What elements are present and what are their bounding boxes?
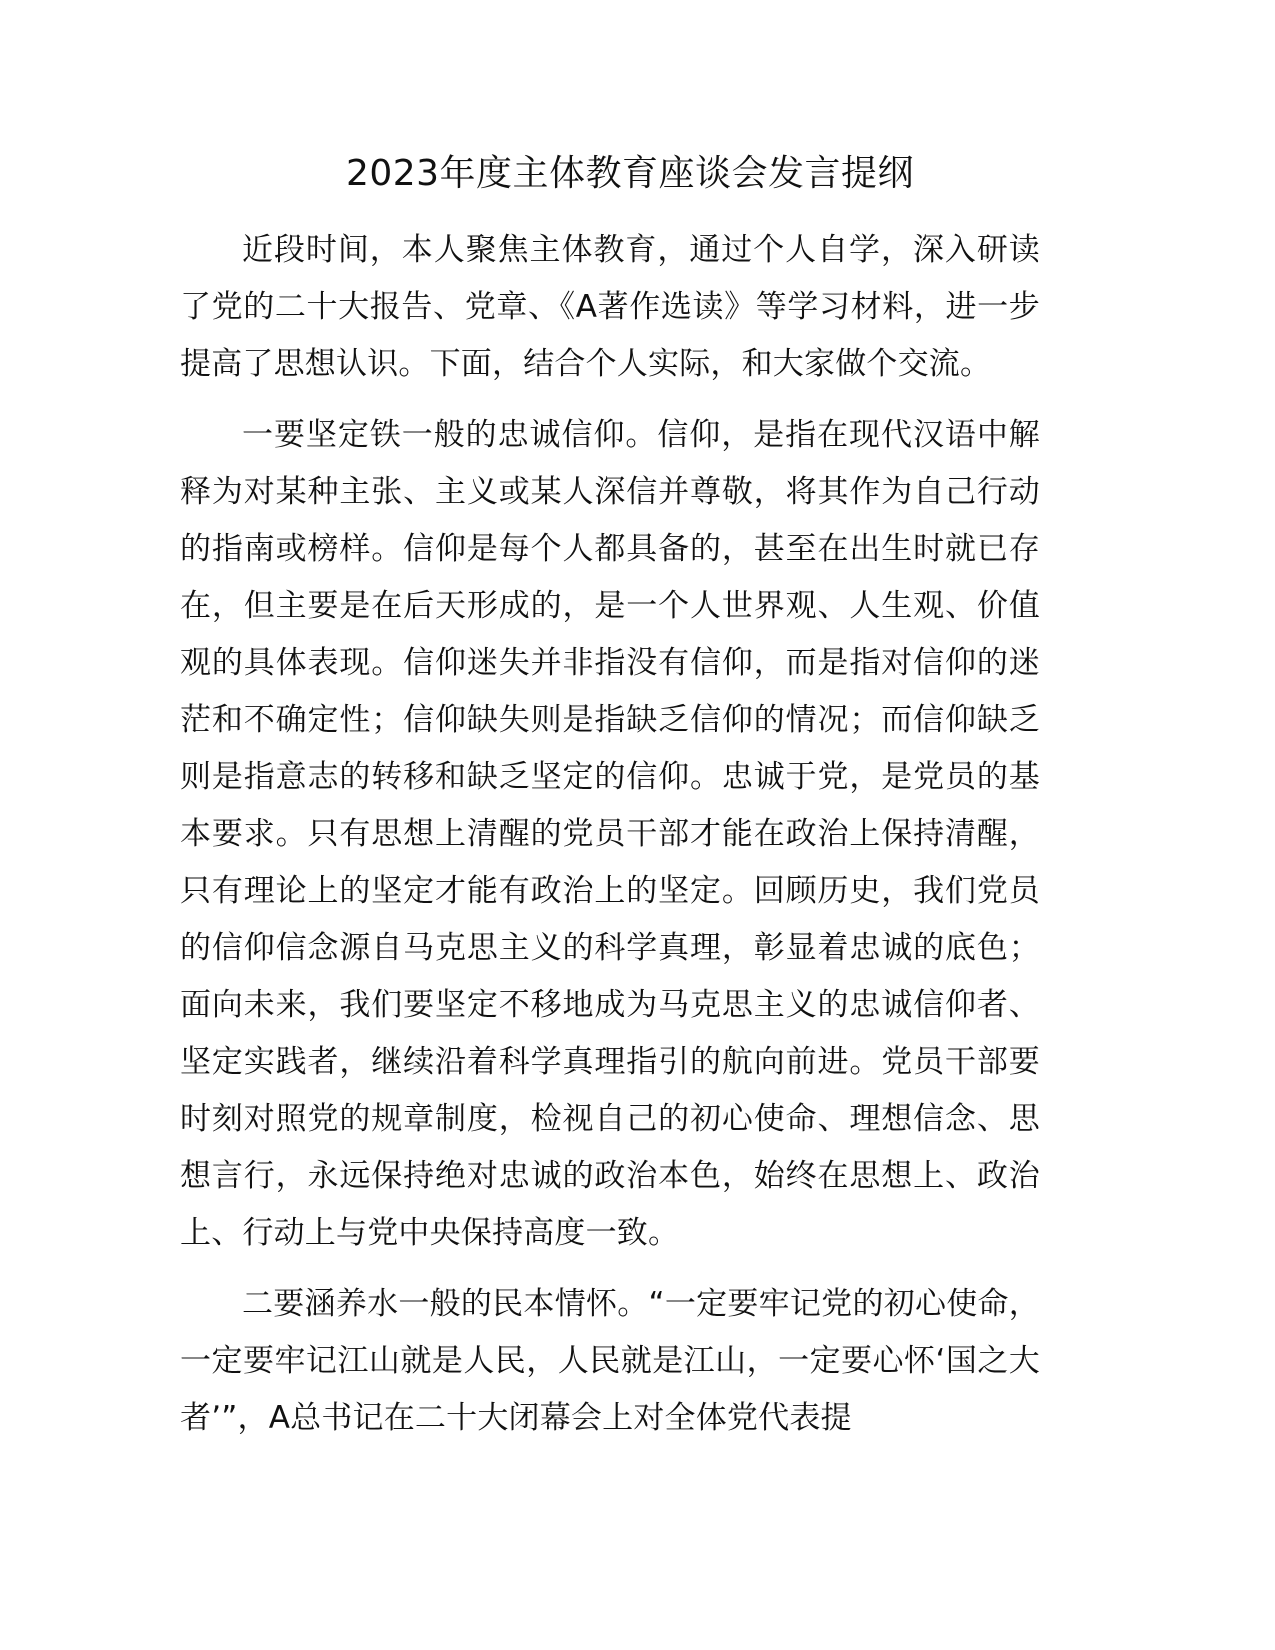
paragraph-loyal-faith: 一要坚定铁一般的忠诚信仰。信仰，是指在现代汉语中解释为对某种主张、主义或某人深信并尊敬，将其作为自己行动的指南或榜样。信仰是每个人都具备的，甚至在出生时就已存在，但主要是在后天形成的，是一个人世界观、人生观、价值观的具体表现。信仰迷失并非指没有信仰，而是指对信仰的迷茫和不确定性；信仰缺失则是指缺乏信仰的情况；而信仰缺乏则是指意志的转移和缺乏坚定的信仰。忠诚于党，是党员的基本要求。只有思想上清醒的党员干部才能在政治上保持清醒，只有理论上的坚定才能有政治上的坚定。回顾历史，我们党员的信仰信念源自马克思主义的科学真理，彰显着忠诚的底色；面向未来，我们要坚定不移地成为马克思主义的忠诚信仰者、坚定实践者，继续沿着科学真理指引的航向前进。党员干部要时刻对照党的规章制度，检视自己的初心使命、理想信念、思想言行，永远保持绝对忠诚的政治本色，始终在思想上、政治上、行动上与党中央保持高度一致。 (180, 417, 1040, 1251)
document-body (180, 222, 1040, 1461)
paragraph-people-centered: 二要涵养水一般的民本情怀。“一定要牢记党的初心使命，一定要牢记江山就是人民，人民就是江山，一定要心怀‘国之大者’”，A总书记在二十大闭幕会上对全体党代表提 (180, 1286, 1040, 1436)
document-title: 2023年度主体教育座谈会发言提纲 (345, 153, 915, 194)
paragraph-intro: 近段时间，本人聚焦主体教育，通过个人自学，深入研读了党的二十大报告、党章、《A著作选读》等学习材料，进一步提高了思想认识。下面，结合个人实际，和大家做个交流。 (180, 232, 1040, 382)
